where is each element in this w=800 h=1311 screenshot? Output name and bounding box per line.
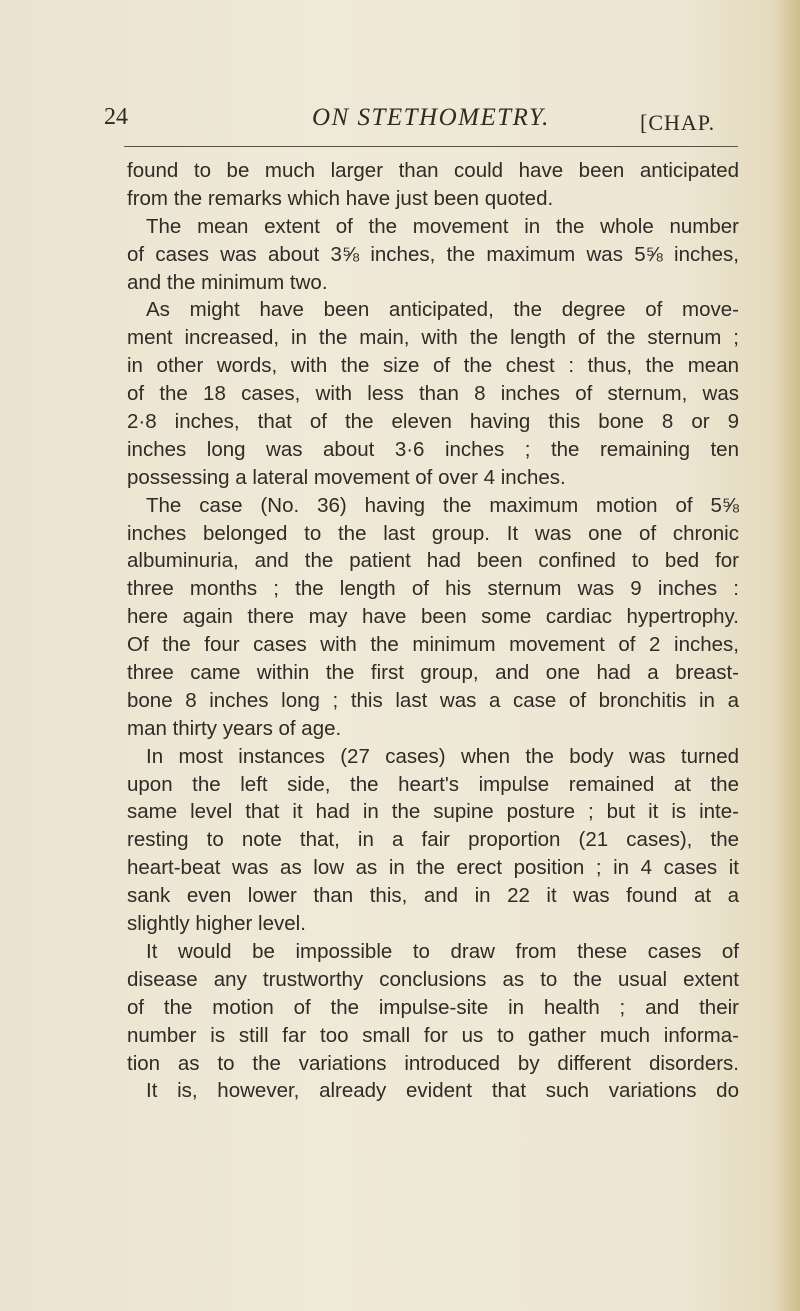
text-line: man thirty years of age.: [127, 716, 342, 740]
page-edge-shadow: [774, 0, 800, 1311]
text-line: bone 8 inches long ; this last was a case of bronchitis in a: [127, 688, 739, 712]
text-line: The case (No. 36) having the maximum motion of 5⅝: [146, 493, 739, 517]
running-header: [104, 96, 764, 140]
text-line: three came within the first group, and one had a breast-: [127, 661, 739, 685]
text-line: resting to note that, in a fair proportion (21 cases), the: [127, 828, 739, 852]
text-line: The mean extent of the movement in the whole number: [146, 214, 739, 238]
chapter-label: [CHAP.: [640, 110, 716, 135]
text-line: heart-beat was as low as in the erect position ; in 4 cases it: [127, 856, 739, 880]
text-line: upon the left side, the heart's impulse remained at the: [127, 772, 739, 796]
text-line: possessing a lateral movement of over 4 inches.: [127, 465, 566, 489]
text-line: ment increased, in the main, with the length of the sternum ;: [127, 326, 739, 350]
text-line: Of the four cases with the minimum movement of 2 inches,: [127, 633, 739, 657]
text-line: from the remarks which have just been quoted.: [127, 186, 554, 210]
text-line: inches belonged to the last group. It was one of chronic: [127, 521, 739, 545]
text-line: in other words, with the size of the chest : thus, the mean: [127, 354, 739, 378]
text-line: of the motion of the impulse-site in health ; and their: [127, 995, 739, 1019]
running-title: ON STETHOMETRY.: [312, 104, 550, 131]
text-line: albuminuria, and the patient had been confined to bed for: [127, 549, 739, 573]
text-line: of cases was about 3⅝ inches, the maximum was 5⅝ inches,: [127, 242, 739, 266]
text-line: sank even lower than this, and in 22 it was found at a: [127, 884, 739, 908]
header-rule: [124, 146, 738, 147]
text-line: disease any trustworthy conclusions as to the usual extent: [127, 967, 739, 991]
text-line: same level that it had in the supine posture ; but it is inte-: [127, 800, 739, 824]
text-line: here again there may have been some cardiac hypertrophy.: [127, 605, 739, 629]
text-line: slightly higher level.: [127, 912, 306, 936]
text-line: of the 18 cases, with less than 8 inches of sternum, was: [127, 382, 739, 406]
text-line: found to be much larger than could have been anticipated: [127, 159, 739, 182]
text-line: It is, however, already evident that such variations do: [146, 1079, 739, 1103]
text-line: In most instances (27 cases) when the body was turned: [146, 744, 739, 768]
body-text: [127, 157, 739, 1105]
text-line: tion as to the variations introduced by different disorders.: [127, 1051, 739, 1075]
text-line: three months ; the length of his sternum was 9 inches :: [127, 577, 739, 601]
text-line: It would be impossible to draw from these cases of: [146, 939, 739, 963]
text-line: inches long was about 3·6 inches ; the remaining ten: [127, 437, 739, 461]
text-line: number is still far too small for us to gather much informa-: [127, 1023, 739, 1047]
text-line: As might have been anticipated, the degree of move-: [146, 298, 739, 322]
text-line: 2·8 inches, that of the eleven having this bone 8 or 9: [127, 410, 739, 434]
page-number: 24: [104, 104, 128, 130]
text-line: and the minimum two.: [127, 270, 328, 294]
